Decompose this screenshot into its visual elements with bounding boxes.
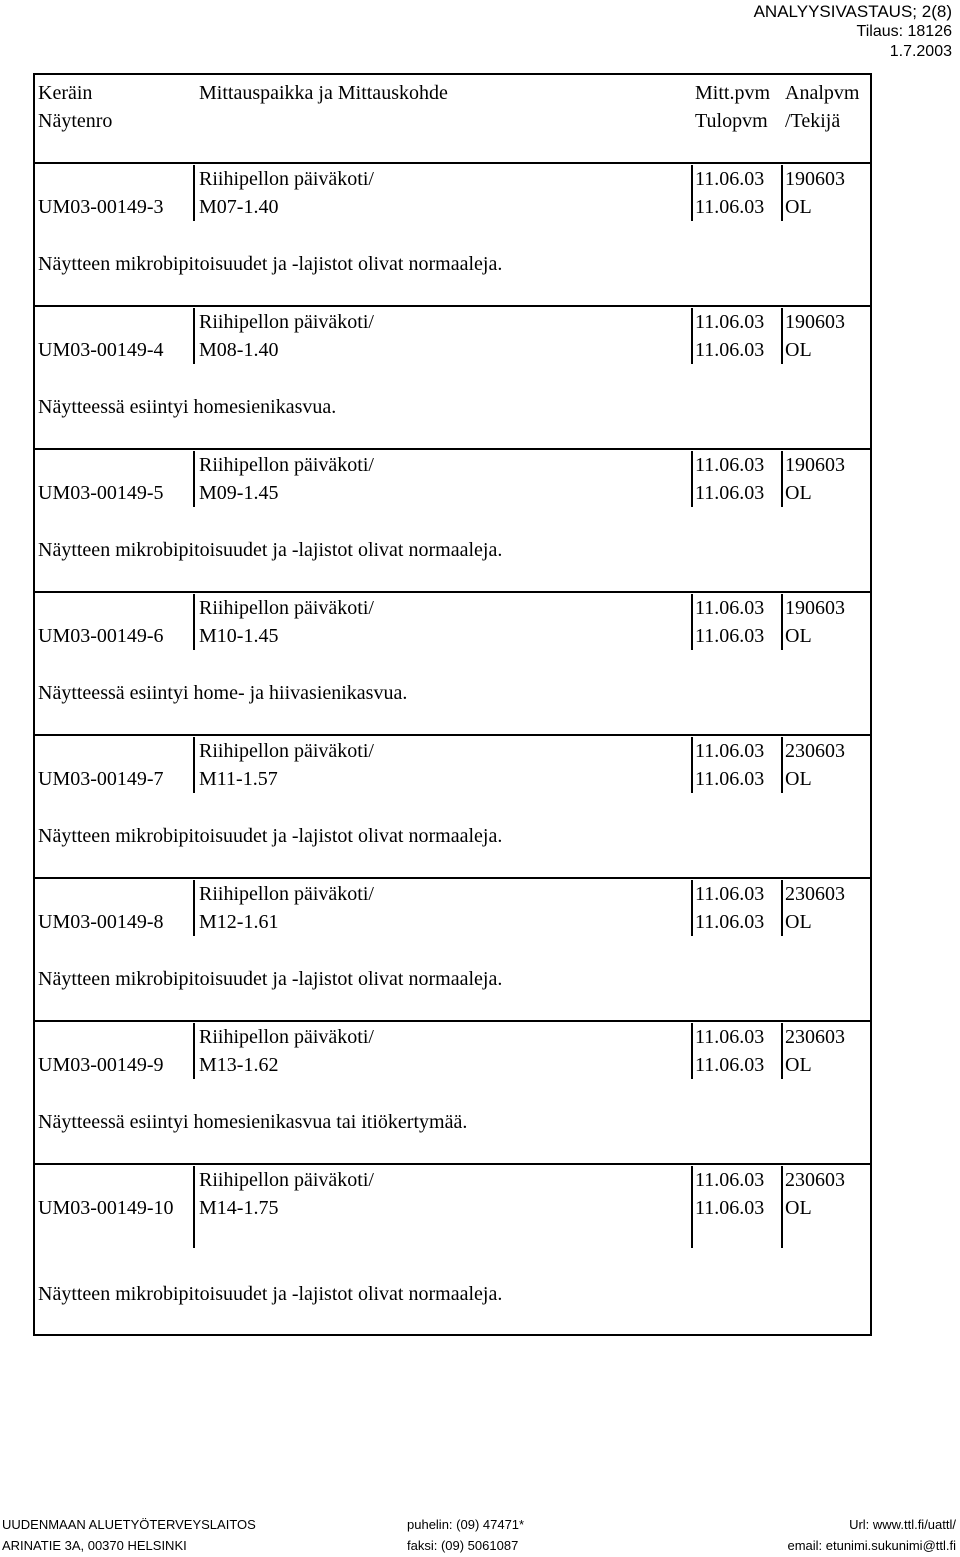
sample-target: M08-1.40 — [199, 339, 279, 361]
footer-fax: faksi: (09) 5061087 — [407, 1538, 519, 1553]
analysis-date: 230603 — [785, 1026, 845, 1048]
analyst: OL — [785, 1054, 812, 1076]
column-separator — [691, 165, 693, 221]
footer-phone: puhelin: (09) 47471* — [407, 1517, 525, 1532]
column-separator — [691, 737, 693, 793]
divider — [35, 448, 870, 450]
sample-target: M12-1.61 — [199, 911, 279, 933]
analyst: OL — [785, 625, 812, 647]
arrival-date: 11.06.03 — [695, 768, 765, 790]
arrival-date: 11.06.03 — [695, 196, 765, 218]
sample-date: 11.06.03 — [695, 1169, 765, 1191]
column-separator — [691, 308, 693, 364]
sample-result-note: Näytteessä esiintyi homesienikasvua. — [38, 396, 337, 418]
analysis-date: 190603 — [785, 597, 845, 619]
sample-result-note: Näytteen mikrobipitoisuudet ja -lajistot olivat normaaleja. — [38, 968, 503, 990]
column-separator — [781, 880, 783, 936]
footer-address: ARINATIE 3A, 00370 HELSINKI — [2, 1538, 187, 1553]
analyst: OL — [785, 339, 812, 361]
sample-date: 11.06.03 — [695, 168, 765, 190]
column-separator — [193, 1166, 195, 1248]
column-separator — [193, 308, 195, 364]
footer-web-block — [787, 1514, 956, 1556]
column-separator — [193, 880, 195, 936]
sample-place: Riihipellon päiväkoti/ — [199, 1026, 374, 1048]
arrival-date: 11.06.03 — [695, 1054, 765, 1076]
analysis-date: 190603 — [785, 311, 845, 333]
column-separator — [193, 737, 195, 793]
sample-date: 11.06.03 — [695, 311, 765, 333]
analyst: OL — [785, 482, 812, 504]
report-header — [754, 2, 952, 62]
sample-id: UM03-00149-7 — [38, 768, 164, 790]
column-separator — [781, 594, 783, 650]
analyst: OL — [785, 911, 812, 933]
sample-result-note: Näytteen mikrobipitoisuudet ja -lajistot olivat normaaleja. — [38, 253, 503, 275]
analyst: OL — [785, 768, 812, 790]
divider — [35, 1163, 870, 1165]
arrival-date: 11.06.03 — [695, 339, 765, 361]
results-table — [33, 73, 872, 1336]
column-separator — [781, 165, 783, 221]
sample-target: M10-1.45 — [199, 625, 279, 647]
divider — [35, 734, 870, 736]
sample-id: UM03-00149-4 — [38, 339, 164, 361]
report-date: 1.7.2003 — [889, 43, 952, 60]
header-sample-number: Näytenro — [38, 110, 113, 132]
report-title: ANALYYSIVASTAUS; — [753, 2, 918, 21]
header-analysis-date: Analpvm — [785, 82, 860, 104]
column-separator — [193, 451, 195, 507]
column-separator — [781, 737, 783, 793]
header-collector: Keräin — [38, 82, 93, 104]
sample-place: Riihipellon päiväkoti/ — [199, 454, 374, 476]
sample-result-note: Näytteen mikrobipitoisuudet ja -lajistot olivat normaaleja. — [38, 539, 503, 561]
column-separator — [691, 880, 693, 936]
footer-org-block — [2, 1514, 256, 1556]
sample-target: M14-1.75 — [199, 1197, 279, 1219]
sample-date: 11.06.03 — [695, 597, 765, 619]
divider — [35, 162, 870, 164]
column-separator — [193, 1023, 195, 1079]
sample-date: 11.06.03 — [695, 454, 765, 476]
sample-date: 11.06.03 — [695, 1026, 765, 1048]
sample-target: M07-1.40 — [199, 196, 279, 218]
column-separator — [781, 1023, 783, 1079]
column-separator — [781, 308, 783, 364]
arrival-date: 11.06.03 — [695, 625, 765, 647]
sample-result-note: Näytteen mikrobipitoisuudet ja -lajistot olivat normaaleja. — [38, 1283, 503, 1305]
header-place: Mittauspaikka ja Mittauskohde — [199, 82, 448, 104]
footer-email: email: etunimi.sukunimi@ttl.fi — [787, 1538, 956, 1553]
footer-contact-block — [407, 1514, 524, 1556]
footer-org: UUDENMAAN ALUETYÖTERVEYSLAITOS — [2, 1517, 256, 1532]
sample-place: Riihipellon päiväkoti/ — [199, 168, 374, 190]
divider — [35, 591, 870, 593]
analyst: OL — [785, 1197, 812, 1219]
analysis-date: 230603 — [785, 740, 845, 762]
column-separator — [781, 1166, 783, 1248]
sample-result-note: Näytteessä esiintyi home- ja hiivasienikasvua. — [38, 682, 408, 704]
arrival-date: 11.06.03 — [695, 1197, 765, 1219]
sample-id: UM03-00149-9 — [38, 1054, 164, 1076]
sample-place: Riihipellon päiväkoti/ — [199, 311, 374, 333]
sample-id: UM03-00149-6 — [38, 625, 164, 647]
analysis-date: 230603 — [785, 883, 845, 905]
page-number: 2(8) — [921, 2, 952, 21]
arrival-date: 11.06.03 — [695, 482, 765, 504]
analysis-date: 190603 — [785, 454, 845, 476]
sample-date: 11.06.03 — [695, 883, 765, 905]
header-arrival-date: Tulopvm — [695, 110, 768, 132]
column-separator — [691, 1166, 693, 1248]
sample-place: Riihipellon päiväkoti/ — [199, 1169, 374, 1191]
column-separator — [193, 165, 195, 221]
sample-date: 11.06.03 — [695, 740, 765, 762]
divider — [35, 877, 870, 879]
column-separator — [691, 594, 693, 650]
footer-url: Url: www.ttl.fi/uattl/ — [849, 1517, 956, 1532]
sample-id: UM03-00149-3 — [38, 196, 164, 218]
analysis-date: 230603 — [785, 1169, 845, 1191]
sample-result-note: Näytteessä esiintyi homesienikasvua tai itiökertymää. — [38, 1111, 468, 1133]
arrival-date: 11.06.03 — [695, 911, 765, 933]
sample-result-note: Näytteen mikrobipitoisuudet ja -lajistot olivat normaaleja. — [38, 825, 503, 847]
sample-id: UM03-00149-5 — [38, 482, 164, 504]
order-number: Tilaus: 18126 — [856, 23, 952, 40]
column-separator — [193, 594, 195, 650]
sample-target: M11-1.57 — [199, 768, 278, 790]
sample-target: M13-1.62 — [199, 1054, 279, 1076]
sample-target: M09-1.45 — [199, 482, 279, 504]
header-analyst: /Tekijä — [785, 110, 841, 132]
header-sample-date: Mitt.pvm — [695, 82, 771, 104]
sample-place: Riihipellon päiväkoti/ — [199, 597, 374, 619]
sample-place: Riihipellon päiväkoti/ — [199, 740, 374, 762]
analysis-date: 190603 — [785, 168, 845, 190]
divider — [35, 305, 870, 307]
sample-place: Riihipellon päiväkoti/ — [199, 883, 374, 905]
column-separator — [691, 451, 693, 507]
column-separator — [781, 451, 783, 507]
analyst: OL — [785, 196, 812, 218]
divider — [35, 1020, 870, 1022]
sample-id: UM03-00149-8 — [38, 911, 164, 933]
sample-id: UM03-00149-10 — [38, 1197, 174, 1219]
column-separator — [691, 1023, 693, 1079]
